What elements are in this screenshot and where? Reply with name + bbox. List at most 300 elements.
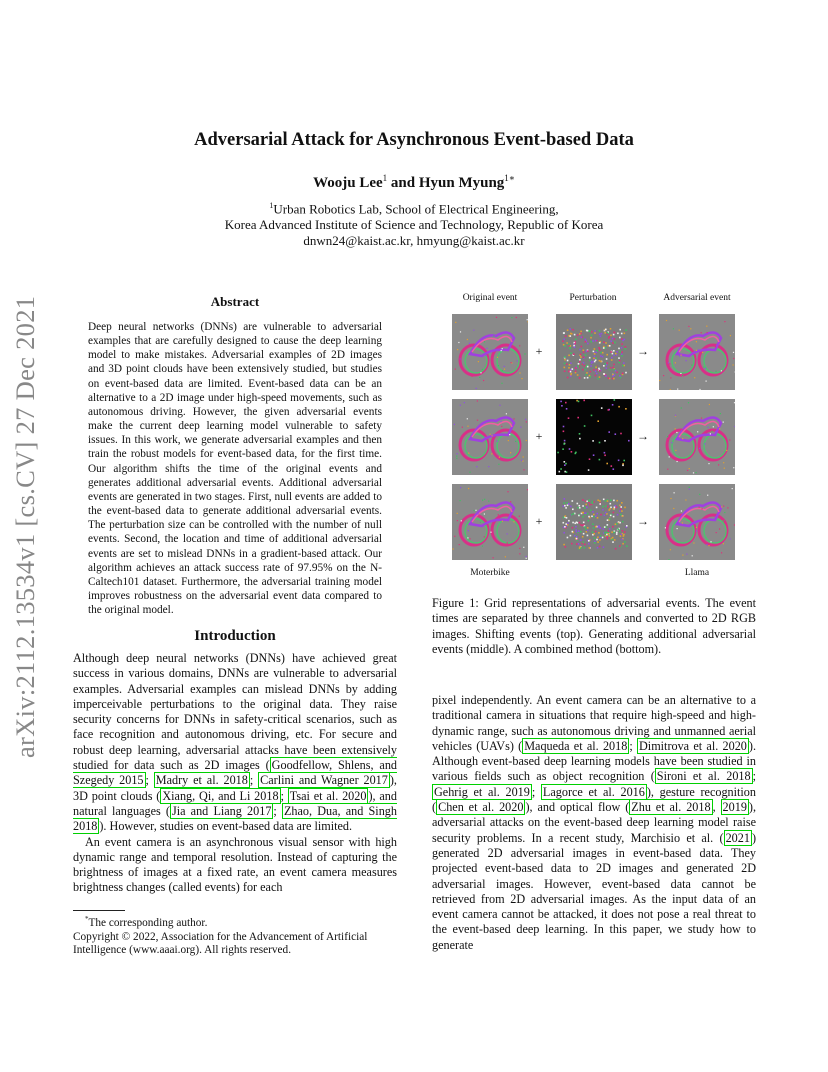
- event-pixel: [693, 542, 694, 543]
- event-pixel: [704, 443, 705, 444]
- event-pixel: [606, 538, 608, 540]
- event-pixel: [705, 368, 706, 369]
- event-pixel: [519, 553, 520, 554]
- introduction-body: [73, 651, 397, 896]
- right-column-body: [432, 693, 756, 953]
- event-pixel: [708, 427, 709, 428]
- event-pixel: [609, 508, 611, 510]
- wheel-mark: [497, 349, 519, 373]
- citation-link[interactable]: Dimitrova et al. 2020: [639, 738, 747, 753]
- event-pixel: [612, 353, 614, 355]
- event-pixel: [620, 514, 622, 516]
- event-pixel: [611, 531, 613, 533]
- event-pixel: [576, 538, 578, 540]
- event-pixel: [519, 372, 520, 373]
- event-pixel: [570, 362, 572, 364]
- event-pixel: [606, 463, 608, 465]
- event-pixel: [560, 401, 562, 403]
- event-pixel: [572, 500, 574, 502]
- author-1-affil: 1: [382, 173, 388, 183]
- event-pixel: [702, 352, 703, 353]
- event-pixel: [559, 471, 561, 473]
- event-pixel: [593, 454, 595, 456]
- event-pixel: [686, 360, 687, 361]
- text-run: ;: [629, 738, 637, 753]
- event-pixel: [622, 465, 624, 467]
- citation-link[interactable]: Gehrig et al. 2019: [434, 784, 530, 799]
- event-pixel: [587, 535, 589, 537]
- event-pixel: [610, 367, 612, 369]
- event-pixel: [618, 357, 620, 359]
- event-pixel: [593, 527, 595, 529]
- event-pixel: [522, 461, 523, 462]
- event-pixel: [611, 539, 613, 541]
- event-pixel: [597, 537, 599, 539]
- author-2-affil: 1∗: [504, 173, 515, 183]
- event-pixel: [715, 346, 716, 347]
- text-run: ), gesture recognition (: [432, 784, 756, 815]
- event-pixel: [616, 533, 618, 535]
- citation-link[interactable]: Lagorce et al. 2016: [542, 784, 645, 799]
- citation-link[interactable]: 2019: [722, 800, 747, 815]
- event-pixel: [585, 504, 587, 506]
- event-pixel: [605, 505, 607, 507]
- event-pixel: [467, 339, 468, 340]
- event-pixel: [460, 487, 461, 488]
- event-pixel: [498, 365, 499, 366]
- event-pixel: [607, 533, 609, 535]
- event-pixel: [721, 370, 722, 371]
- event-pixel: [585, 501, 587, 503]
- event-pixel: [616, 507, 618, 509]
- footnote-mark: *: [85, 915, 89, 923]
- figure-col-header-perturbation: Perturbation: [569, 293, 617, 303]
- event-pixel: [667, 469, 668, 470]
- event-pixel: [568, 417, 570, 419]
- event-pixel: [696, 350, 697, 351]
- event-pixel: [486, 355, 487, 356]
- event-pixel: [579, 505, 581, 507]
- event-pixel: [669, 456, 670, 457]
- event-pixel: [713, 426, 714, 427]
- wheel-mark: [672, 349, 694, 373]
- event-pixel: [719, 428, 720, 429]
- citation-link[interactable]: Zhu et al. 2018: [631, 800, 711, 815]
- citation-link[interactable]: Tsai et al. 2020: [289, 788, 367, 803]
- event-pixel: [596, 507, 598, 509]
- event-pixel: [568, 520, 570, 522]
- author-emails: dnwn24@kaist.ac.kr, hmyung@kaist.ac.kr: [303, 233, 525, 249]
- event-pixel: [572, 329, 574, 331]
- event-pixel: [457, 453, 458, 454]
- event-pixel: [609, 518, 611, 520]
- event-pixel: [526, 556, 527, 557]
- event-pixel: [580, 356, 582, 358]
- event-pixel: [620, 508, 622, 510]
- event-pixel: [613, 500, 615, 502]
- event-pixel: [469, 472, 470, 473]
- event-pixel: [524, 353, 525, 354]
- event-pixel: [619, 522, 621, 524]
- event-pixel: [593, 369, 595, 371]
- event-pixel: [618, 460, 620, 462]
- event-pixel: [734, 426, 735, 427]
- event-pixel: [572, 522, 574, 524]
- event-pixel: [567, 522, 569, 524]
- event-pixel: [727, 532, 728, 533]
- event-pixel: [508, 440, 509, 441]
- event-pixel: [564, 359, 566, 361]
- event-pixel: [602, 356, 604, 358]
- event-pixel: [606, 536, 608, 538]
- event-pixel: [596, 513, 598, 515]
- event-pixel: [483, 380, 484, 381]
- event-pixel: [621, 534, 623, 536]
- text-run: ), adversarial attacks on the event-based deep learning model raise security problems. In a recent study, Marchisio et al. (: [432, 800, 757, 845]
- event-pixel: [613, 350, 615, 352]
- event-pixel: [606, 354, 608, 356]
- event-pixel: [482, 546, 483, 547]
- wheel-mark: [497, 519, 519, 543]
- event-pixel: [595, 367, 597, 369]
- event-pixel: [706, 544, 707, 545]
- event-pixel: [584, 425, 586, 427]
- event-pixel: [564, 464, 566, 466]
- event-pixel: [488, 466, 489, 467]
- event-pixel: [511, 362, 512, 363]
- event-pixel: [604, 455, 606, 457]
- event-pixel: [613, 468, 615, 470]
- event-pixel: [610, 503, 612, 505]
- event-pixel: [699, 507, 700, 508]
- event-pixel: [527, 319, 528, 320]
- text-run: ) generated 2D adversarial images in event-based data. They projected event-based data to 2D images and generated 2D adversarial images. However, event-based data cannot be retrieved from 2D adversarial images. As the input data of an event camera cannot be attacked, it does not pose a real threat to the event-based deep learning. In this paper, we study how to generate: [432, 830, 756, 952]
- event-pixel: [605, 329, 607, 331]
- event-pixel: [580, 531, 582, 533]
- event-pixel: [584, 507, 586, 509]
- citation-link[interactable]: Goodfellow, Shlens, and Szegedy 2015: [73, 758, 398, 788]
- text-run: ;: [273, 803, 282, 818]
- event-pixel: [622, 543, 624, 545]
- event-pixel: [574, 334, 576, 336]
- event-pixel: [507, 533, 508, 534]
- event-pixel: [599, 459, 601, 461]
- event-pixel: [600, 352, 602, 354]
- event-pixel: [587, 527, 589, 529]
- event-pixel: [586, 501, 588, 503]
- event-pixel: [610, 515, 612, 517]
- event-pixel: [499, 457, 500, 458]
- event-pixel: [482, 500, 483, 501]
- event-pixel: [576, 531, 578, 533]
- event-pixel: [610, 500, 612, 502]
- event-pixel: [563, 426, 565, 428]
- event-pixel: [497, 357, 498, 358]
- citation-link[interactable]: Zhao, Dua, and Singh 2018: [73, 803, 397, 834]
- event-pixel: [456, 458, 457, 459]
- event-pixel: [574, 535, 576, 537]
- event-pixel: [573, 513, 575, 515]
- wheel-mark: [704, 519, 726, 543]
- event-pixel: [612, 338, 614, 340]
- event-pixel: [579, 333, 581, 335]
- event-pixel: [513, 418, 514, 419]
- event-pixel: [611, 357, 613, 359]
- event-pixel: [572, 368, 574, 370]
- event-pixel: [597, 420, 599, 422]
- figure-col-header-adversarial: Adversarial event: [663, 293, 731, 303]
- event-pixel: [579, 349, 581, 351]
- event-pixel: [591, 331, 593, 333]
- event-pixel: [681, 510, 682, 511]
- event-pixel: [603, 499, 605, 501]
- event-pixel: [699, 494, 700, 495]
- event-pixel: [580, 331, 582, 333]
- event-pixel: [619, 510, 621, 512]
- event-pixel: [603, 546, 605, 548]
- event-pixel: [588, 543, 590, 545]
- event-pixel: [587, 366, 589, 368]
- event-pixel: [587, 377, 589, 379]
- event-pixel: [579, 377, 581, 379]
- event-pixel: [668, 362, 669, 363]
- event-pixel: [564, 526, 566, 528]
- text-run: pixel independently. An event camera can be an alternative to a traditional camera in situations that require high-speed and high-dynamic range, such as autonomous driving and unmanned aerial vehicles (UAVs) (: [432, 693, 756, 753]
- event-pixel: [497, 441, 498, 442]
- citation-link[interactable]: Jia and Liang 2017: [171, 803, 272, 818]
- event-pixel: [613, 516, 615, 518]
- event-pixel: [516, 317, 517, 318]
- event-pixel: [520, 427, 521, 428]
- event-pixel: [580, 539, 582, 541]
- event-pixel: [561, 405, 563, 407]
- event-pixel: [682, 429, 683, 430]
- perturbation-image: [556, 314, 632, 390]
- event-pixel: [468, 453, 469, 454]
- event-pixel: [501, 421, 502, 422]
- event-pixel: [510, 501, 511, 502]
- event-pixel: [677, 461, 678, 462]
- event-pixel: [570, 333, 572, 335]
- event-pixel: [467, 537, 468, 538]
- event-pixel: [681, 355, 682, 356]
- event-pixel: [586, 372, 588, 374]
- event-pixel: [460, 500, 461, 501]
- event-pixel: [523, 456, 524, 457]
- event-pixel: [723, 462, 724, 463]
- event-pixel: [599, 360, 601, 362]
- event-pixel: [583, 542, 585, 544]
- event-pixel: [568, 367, 570, 369]
- event-pixel: [625, 348, 627, 350]
- event-pixel: [613, 378, 615, 380]
- event-pixel: [670, 498, 671, 499]
- event-pixel: [519, 548, 520, 549]
- figure-caption: Figure 1: Grid representations of adversarial events. The event times are separated by three channels and converted to 2D RGB images. Shifting events (top). Generating additional adversarial events (middle). A combined method (bottom).: [432, 596, 756, 656]
- event-pixel: [604, 440, 606, 442]
- event-pixel: [591, 502, 593, 504]
- event-pixel: [577, 374, 579, 376]
- event-pixel: [563, 532, 565, 534]
- citation-link[interactable]: Xiang, Qi, and Li 2018: [162, 788, 279, 803]
- event-pixel: [597, 547, 599, 549]
- event-pixel: [469, 343, 470, 344]
- event-pixel: [527, 321, 528, 322]
- event-pixel: [563, 544, 565, 546]
- text-run: ;: [531, 784, 541, 799]
- event-pixel: [565, 515, 567, 517]
- adversarial-event-image: [659, 399, 735, 475]
- event-pixel: [612, 367, 614, 369]
- event-pixel: [601, 407, 603, 409]
- event-pixel: [622, 365, 624, 367]
- event-pixel: [584, 547, 586, 549]
- perturbation-image: [556, 399, 632, 475]
- event-pixel: [578, 530, 580, 532]
- event-pixel: [581, 364, 583, 366]
- event-pixel: [579, 361, 581, 363]
- event-pixel: [723, 422, 724, 423]
- event-pixel: [591, 362, 593, 364]
- event-pixel: [570, 535, 572, 537]
- event-pixel: [613, 334, 615, 336]
- event-pixel: [599, 330, 601, 332]
- citation-link[interactable]: Sironi et al. 2018: [656, 769, 751, 784]
- event-pixel: [488, 501, 489, 502]
- event-pixel: [612, 404, 614, 406]
- event-pixel: [715, 517, 716, 518]
- event-pixel: [723, 520, 724, 521]
- event-pixel: [501, 383, 502, 384]
- event-pixel: [587, 513, 589, 515]
- citation-link[interactable]: Chen et al. 2020: [438, 800, 524, 815]
- event-pixel: [510, 452, 511, 453]
- event-pixel: [668, 559, 669, 560]
- event-pixel: [557, 452, 559, 454]
- event-pixel: [710, 541, 711, 542]
- event-pixel: [711, 431, 712, 432]
- event-pixel: [486, 348, 487, 349]
- event-pixel: [724, 321, 725, 322]
- event-pixel: [619, 531, 621, 533]
- event-pixel: [577, 334, 579, 336]
- event-pixel: [589, 504, 591, 506]
- citation-link[interactable]: Maqueda et al. 2018: [524, 738, 628, 753]
- citation-link[interactable]: Carlini and Wagner 2017: [260, 773, 388, 788]
- event-pixel: [602, 509, 604, 511]
- event-pixel: [589, 360, 591, 362]
- event-pixel: [595, 515, 597, 517]
- event-pixel: [480, 522, 481, 523]
- citation-link[interactable]: Madry et al. 2018: [155, 773, 248, 788]
- footnote-corresponding: [73, 913, 397, 931]
- event-pixel: [479, 377, 480, 378]
- event-pixel: [619, 351, 621, 353]
- event-pixel: [682, 375, 683, 376]
- affiliation-line-1: [0, 198, 828, 217]
- event-pixel: [563, 332, 565, 334]
- event-pixel: [595, 531, 597, 533]
- event-pixel: [455, 369, 456, 370]
- text-run: ), and optical flow (: [525, 800, 630, 815]
- event-pixel: [490, 532, 491, 533]
- event-pixel: [721, 506, 722, 507]
- event-pixel: [583, 356, 585, 358]
- event-pixel: [599, 349, 601, 351]
- event-pixel: [565, 546, 567, 548]
- event-pixel: [621, 502, 623, 504]
- event-pixel: [464, 402, 465, 403]
- event-pixel: [572, 509, 574, 511]
- event-pixel: [587, 343, 589, 345]
- event-pixel: [454, 536, 455, 537]
- event-pixel: [665, 527, 666, 528]
- event-pixel: [576, 536, 578, 538]
- event-pixel: [585, 374, 587, 376]
- event-pixel: [525, 419, 526, 420]
- event-pixel: [598, 532, 600, 534]
- event-pixel: [566, 364, 568, 366]
- citation-link[interactable]: 2021: [725, 830, 750, 845]
- event-pixel: [670, 549, 671, 550]
- event-pixel: [666, 320, 667, 321]
- event-pixel: [573, 345, 575, 347]
- event-pixel: [563, 431, 565, 433]
- event-pixel: [592, 511, 594, 513]
- event-pixel: [677, 389, 678, 390]
- event-pixel: [575, 529, 577, 531]
- event-pixel: [563, 522, 565, 524]
- event-pixel: [526, 558, 527, 559]
- event-pixel: [484, 513, 485, 514]
- event-pixel: [596, 373, 598, 375]
- event-pixel: [724, 512, 725, 513]
- event-pixel: [682, 438, 683, 439]
- event-pixel: [566, 408, 568, 410]
- event-pixel: [696, 527, 697, 528]
- event-pixel: [620, 433, 622, 435]
- event-pixel: [618, 362, 620, 364]
- event-pixel: [593, 516, 595, 518]
- event-pixel: [582, 536, 584, 538]
- event-pixel: [572, 527, 574, 529]
- event-pixel: [603, 528, 605, 530]
- event-pixel: [606, 358, 608, 360]
- event-pixel: [624, 531, 626, 533]
- event-pixel: [564, 440, 566, 442]
- event-pixel: [677, 528, 678, 529]
- event-pixel: [718, 464, 719, 465]
- event-pixel: [595, 371, 597, 373]
- event-pixel: [594, 537, 596, 539]
- intro-paragraph-2: An event camera is an asynchronous visual sensor with high dynamic range and temporal resolution. Instead of capturing the brightness of images at a fixed rate, an event camera measures brightness changes (called events) for each: [73, 834, 397, 895]
- event-pixel: [616, 532, 618, 534]
- event-pixel: [583, 522, 585, 524]
- event-pixel: [623, 460, 625, 462]
- event-pixel: [490, 434, 491, 435]
- event-pixel: [462, 427, 463, 428]
- event-pixel: [583, 362, 585, 364]
- event-pixel: [616, 500, 618, 502]
- event-image-svg: [452, 399, 528, 475]
- event-pixel: [565, 463, 567, 465]
- event-pixel: [484, 536, 485, 537]
- event-pixel: [604, 452, 606, 454]
- event-pixel: [588, 330, 590, 332]
- event-pixel: [467, 418, 468, 419]
- event-pixel: [614, 342, 616, 344]
- event-pixel: [715, 431, 716, 432]
